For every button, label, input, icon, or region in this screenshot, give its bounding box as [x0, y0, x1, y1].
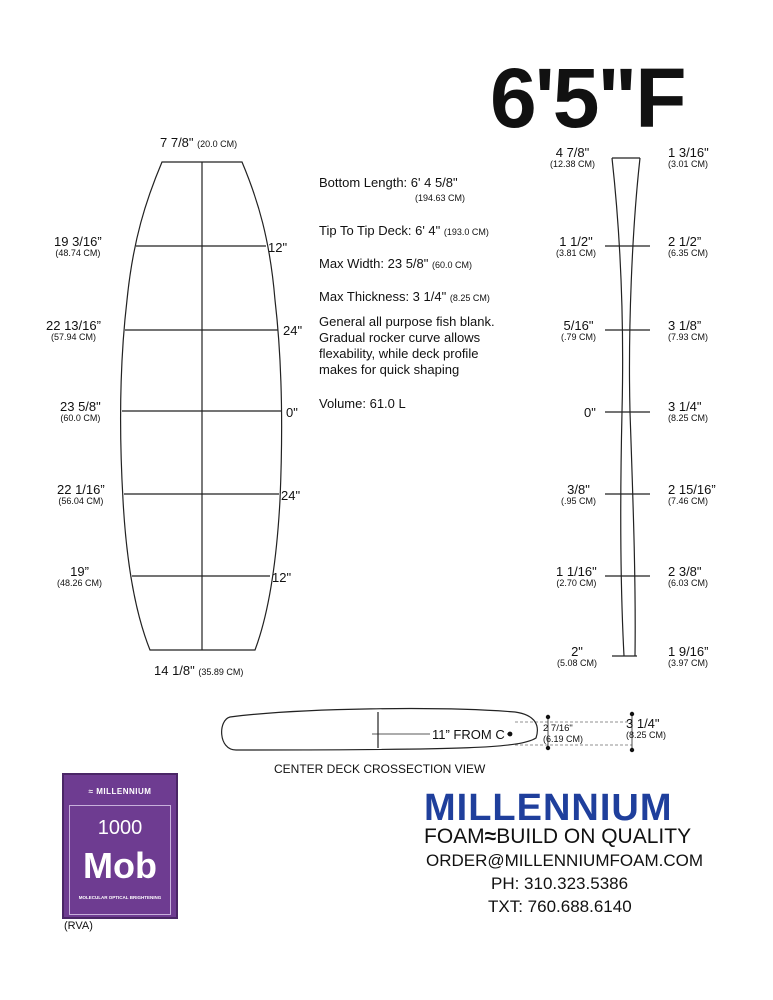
spec-bottom-length: Bottom Length: 6' 4 5/8" (194.63 CM) — [319, 175, 466, 203]
rocker-left-1: 4 7/8" (12.38 CM) — [550, 145, 596, 169]
company-tagline: FOAM≈BUILD ON QUALITY — [424, 825, 692, 848]
spec-description: General all purpose fish blank. Gradual rocker curve allows flexability, while deck profile makes for quick shaping — [319, 314, 495, 377]
spec-tip-to-tip: Tip To Tip Deck: 6' 4" (193.0 CM) — [319, 223, 489, 238]
station-pos-5: 12" — [272, 570, 292, 585]
station-width-4: 22 1/16” (56.04 CM) — [57, 482, 105, 506]
station-pos-3: 0" — [286, 405, 298, 420]
rocker-right-2: 2 1/2” (6.35 CM) — [668, 234, 709, 258]
rocker-right-4: 3 1/4" (8.25 CM) — [668, 399, 709, 423]
rocker-right-1: 1 3/16" (3.01 CM) — [668, 145, 709, 169]
rocker-right-7: 1 9/16” (3.97 CM) — [668, 644, 709, 668]
rocker-left-7: 2" (5.08 CM) — [557, 644, 598, 668]
mob-badge — [62, 773, 178, 919]
company-phone: PH: 310.323.5386 — [491, 874, 629, 893]
badge-number: 1000 — [97, 817, 143, 839]
rocker-left-4: 0" — [584, 405, 596, 420]
rocker-right-3: 3 1/8” (7.93 CM) — [668, 318, 709, 342]
rocker-left-5: 3/8" (.95 CM) — [561, 482, 597, 506]
company-email: ORDER@MILLENNIUMFOAM.COM — [426, 851, 703, 870]
crosssection-rail-thickness: 2 7/16" (6.19 CM) — [543, 723, 584, 744]
rocker-right-6: 2 3/8" (6.03 CM) — [668, 564, 709, 588]
crosssection-max-thickness: 3 1/4" (8.25 CM) — [626, 716, 667, 740]
rocker-bottom-curve — [612, 158, 624, 656]
badge-brand: ≈ MILLENNIUM — [88, 787, 152, 796]
station-pos-4: 24" — [281, 488, 301, 503]
spec-max-thickness: Max Thickness: 3 1/4" (8.25 CM) — [319, 289, 490, 304]
station-pos-1: 12" — [268, 240, 288, 255]
rocker-deck-curve — [629, 158, 640, 656]
badge-subtitle: MOLECULAR OPTICAL BRIGHTENING — [78, 895, 162, 900]
company-text-number: TXT: 760.688.6140 — [488, 897, 632, 916]
nose-width-label: 7 7/8" (20.0 CM) — [160, 135, 238, 150]
rocker-right-5: 2 15/16” (7.46 CM) — [668, 482, 716, 506]
tail-width-label: 14 1/8" (35.89 CM) — [154, 663, 244, 678]
station-width-5: 19” (48.26 CM) — [57, 564, 103, 588]
station-width-2: 22 13/16” (57.94 CM) — [46, 318, 101, 342]
crosssection-from-center: 11” FROM C — [432, 727, 505, 742]
badge-name: Mob — [83, 845, 157, 886]
spec-max-width: Max Width: 23 5/8" (60.0 CM) — [319, 256, 473, 271]
rocker-left-2: 1 1/2" (3.81 CM) — [556, 234, 597, 258]
waves-icon: ≈ — [88, 787, 94, 796]
station-width-3: 23 5/8" (60.0 CM) — [60, 399, 101, 423]
waves-icon: ≈ — [484, 825, 497, 848]
rocker-left-6: 1 1/16" (2.70 CM) — [556, 564, 597, 588]
crosssection-caption: CENTER DECK CROSSECTION VIEW — [274, 762, 486, 776]
company-logo-name: MILLENNIUM — [424, 787, 673, 829]
station-width-1: 19 3/16” (48.74 CM) — [54, 234, 102, 258]
badge-note: (RVA) — [64, 920, 93, 932]
spec-volume: Volume: 61.0 L — [319, 396, 406, 411]
board-outline — [121, 162, 282, 650]
station-pos-2: 24" — [283, 323, 303, 338]
blank-model-title: 6'5"F — [490, 51, 685, 145]
rocker-left-3: 5/16" (.79 CM) — [561, 318, 597, 342]
